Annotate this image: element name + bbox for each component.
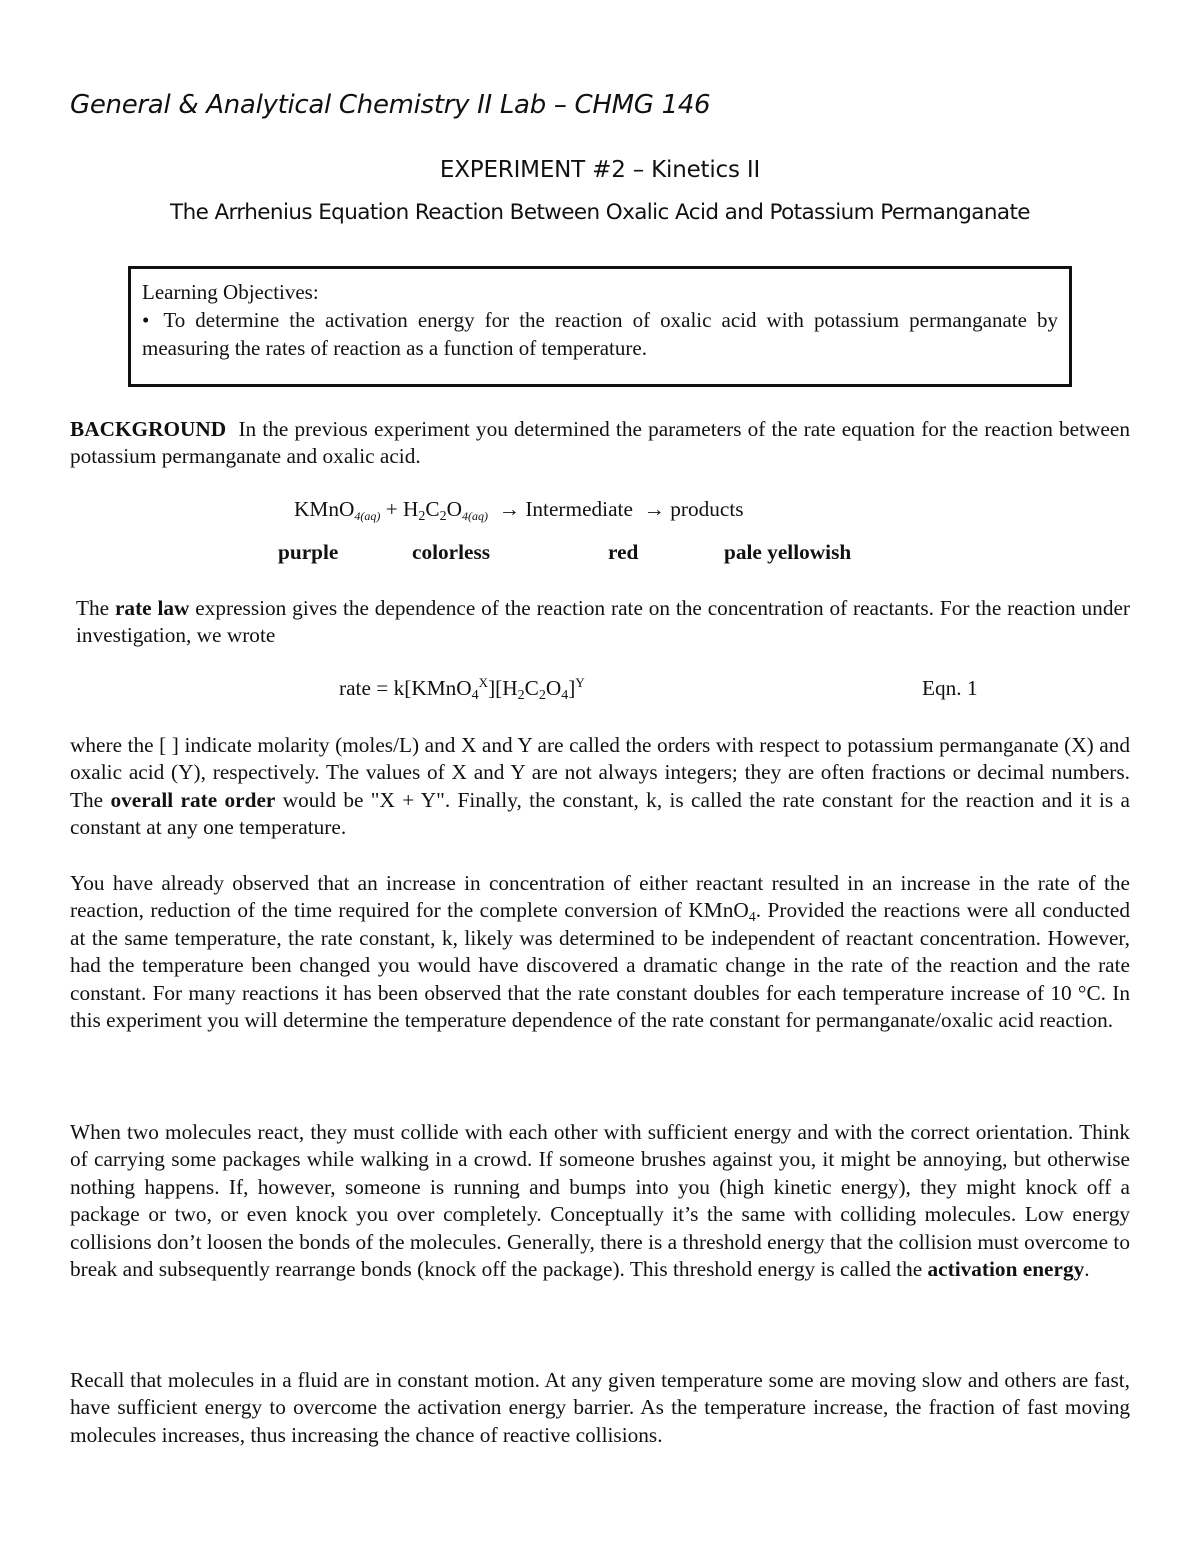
experiment-subtitle: The Arrhenius Equation Reaction Between Oxalic Acid and Potassium Permanganate [170, 200, 1030, 225]
color-label: red [608, 540, 639, 564]
arrow-right-icon: → [498, 497, 520, 521]
observation-paragraph: You have already observed that an increase in concentration of either reactant resulted in an increase in the rate of the reaction, reduction of the time required for the complete conversion of KMnO$_4$. Provided the reactions were all conducted at the same temperature, the rate constant, k, likely was determined to be independent of reactant concentration. However, had the temperature been changed you would have discovered a dramatic change in the rate of the reaction and the rate constant. For many reactions it has been observed that the rate constant doubles for each temperature increase of 10 °C. In this experiment you will determine the temperature dependence of the rate constant for permanganate/oxalic acid reaction. [70, 871, 1130, 1033]
background-heading: BACKGROUND [70, 417, 227, 441]
objective-text: To determine the activation energy for the reaction of oxalic acid with potassium permanganate by measuring the rates of reaction as a function of temperature. [142, 308, 1058, 360]
bullet-icon: • [142, 308, 150, 332]
objective-item [142, 306, 1058, 362]
learning-objectives-box [128, 266, 1072, 387]
color-label: colorless [412, 540, 491, 564]
color-label: pale yellowish [724, 540, 852, 564]
collision-paragraph: When two molecules react, they must collide with each other with sufficient energy and with the correct orientation. Think of carrying some packages while walking in a crowd. If someone brushes against you, it might be annoying, but otherwise nothing happens. If, however, someone is running and bumps into you (high kinetic energy), they might knock off a package or two, or even knock you over completely. Conceptually it’s the same with colliding molecules. Low energy collisions don’t loosen the bonds of the molecules. Generally, there is a threshold energy that the collision must overcome to break and subsequently rearrange bonds (knock off the package). This threshold energy is called the activation energy. [70, 1120, 1130, 1282]
equation-label: Eqn. 1 [922, 676, 978, 700]
orders-paragraph: where the [ ] indicate molarity (moles/L) and X and Y are called the orders with respect to potassium permanganate (X) and oxalic acid (Y), respectively. The values of X and Y are not always integers; they are often fractions or decimal numbers. The overall rate order would be "X + Y". Finally, the constant, k, is called the rate constant for the reaction and it is a constant at any one temperature. [70, 733, 1130, 840]
reaction-equation: KMnO$_{4(aq)}$ + $H_2C_2O_{4(aq)}$ → Intermediate → products [294, 497, 744, 524]
objectives-heading: Learning Objectives: [142, 280, 319, 304]
background-intro: In the previous experiment you determined the parameters of the rate equation for the reaction between potassium permanganate and oxalic acid. [70, 417, 1130, 469]
color-label: purple [278, 540, 339, 564]
experiment-title: EXPERIMENT #2 – Kinetics II [439, 157, 761, 183]
recall-paragraph: Recall that molecules in a fluid are in constant motion. At any given temperature some are moving slow and others are fast, have sufficient energy to overcome the activation energy barrier. As the temperature increase, the fraction of fast moving molecules increases, thus increasing the chance of reactive collisions. [70, 1368, 1130, 1447]
background-paragraph [70, 416, 1130, 471]
rate-law-paragraph: The rate law expression gives the dependence of the reaction rate on the concentration of reactants. For the reaction under investigation, we wrote [76, 596, 1131, 648]
rate-equation: rate = $k[KMnO_4^X][H_2C_2O_4]^Y$ [339, 675, 585, 703]
arrow-right-icon: → [643, 497, 665, 521]
course-title: General & Analytical Chemistry II Lab – CHMG 146 [70, 90, 711, 120]
